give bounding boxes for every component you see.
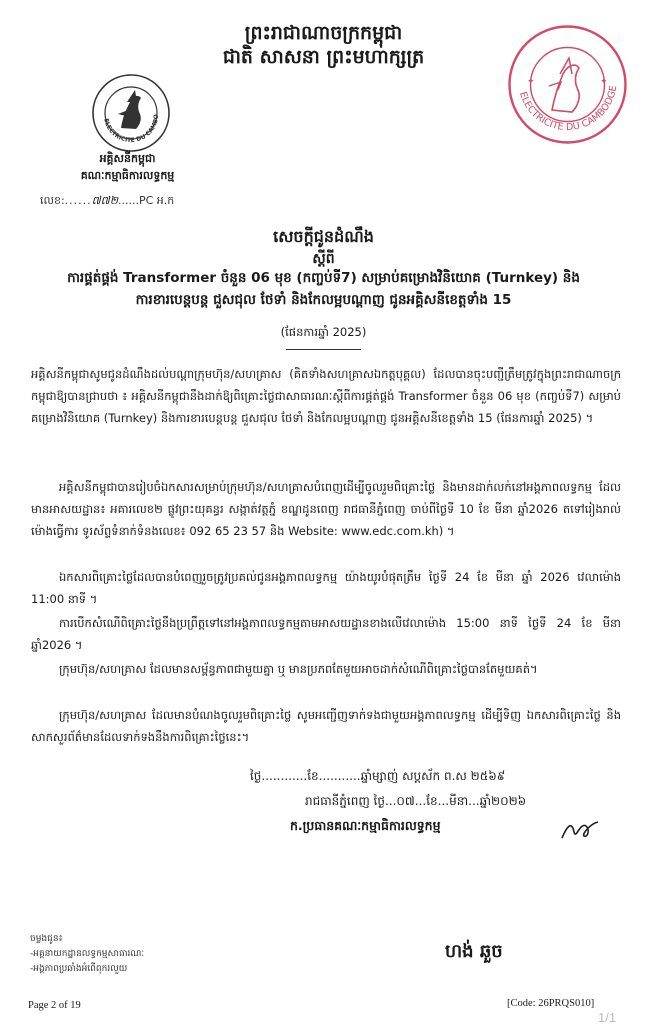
- document-code: [Code: 26PRQS010]: [507, 998, 595, 1009]
- svg-text:ELECTRICITE DU CAMBODGE: [90, 72, 160, 144]
- signer-title: ក.ប្រធានគណៈកម្មាធិការលទ្ធកម្ម: [290, 818, 441, 833]
- logo-text: ELECTRICITE DU CAMBO: [102, 114, 161, 145]
- stamp-text: ELECTRICITE DU CAMBODGE: [517, 84, 620, 134]
- svg-text:✦: ✦: [600, 77, 608, 87]
- kingdom-title: ព្រះរាជាណាចក្រកម្ពុជា: [244, 22, 403, 44]
- copy-item: -អង្គភាពប្រឆាំងអំពើពុករលួយ: [30, 964, 128, 974]
- title-line-1: ការផ្គត់ផ្គង់ Transformer ចំនួន 06 មុខ (កញ្ចប់ទី7) សម្រាប់គម្រោងវិនិយោគ (Turnkey) និង: [67, 270, 580, 286]
- paragraph-6: ក្រុមហ៊ុន/សហគ្រាស ដែលមានបំណងចូលរួមពិគ្រោះថ្លៃ សូមអញ្ជើញទាក់ទងជាមួយអង្គភាពលទ្ធកម្ម ដើម្បីទិញ ឯកសារពិគ្រោះថ្លៃ និងសាកសួរព័ត៌មានដែលទាក់ទងនឹងការពិគ្រោះថ្លៃនេះ។: [31, 708, 621, 744]
- copies-block: [30, 932, 144, 977]
- agency-block: [40, 150, 215, 184]
- paragraph-2: អគ្គិសនីកម្ពុជាបានរៀបចំឯកសារសម្រាប់ក្រុមហ៊ុន/សហគ្រាសបំពេញដើម្បីចូលរួមពិគ្រោះថ្លៃ និងមានដាក់លក់នៅអង្គភាពលទ្ធកម្ម ដែលមានអាសយដ្ឋាន៖ អគារលេខ២ ផ្លូវព្រះយុគន្ធរ សង្កាត់វត្តភ្នំ ខណ្ឌដូនពេញ រាជធានីភ្នំពេញ ចាប់ពីថ្ងៃទី 10 ខែ មីនា ឆ្នាំ2026 តទៅរៀងរាល់ម៉ោងធ្វើការ ទូរស័ព្ទទំនាក់ទំនងលេខ៖ 092 65 23 57 និង Website: www.edc.com.kh) ។: [31, 480, 621, 538]
- page-number: Page 2 of 19: [28, 1000, 81, 1011]
- copies-label: ចម្លងជូន៖: [30, 934, 63, 944]
- edc-logo: [90, 72, 172, 154]
- svg-text:✦: ✦: [527, 77, 535, 87]
- viewer-page-indicator: 1/1: [598, 1010, 617, 1025]
- heading-divider: [286, 349, 361, 350]
- plan-year: (ផែនការឆ្នាំ 2025): [280, 325, 367, 339]
- lunar-date: ថ្ងៃ............ខែ...........ឆ្នាំម្សាញ់ សប្តស័ក ព.ស ២៥៦៩: [250, 769, 506, 783]
- national-motto: ជាតិ សាសនា ព្រះមហាក្សត្រ: [222, 45, 425, 68]
- reference-number: លេខ:......៧៧២......PC អ.ក: [40, 194, 175, 207]
- copy-item: -អគ្គនាយកដ្ឋានលទ្ធកម្មសាធារណៈ: [30, 949, 145, 959]
- handwritten-signature: [560, 818, 600, 848]
- notice-title: [30, 268, 617, 311]
- ref-label: លេខ:: [40, 194, 65, 207]
- notice-about: ស្តីពី: [312, 251, 335, 267]
- agency-name: អគ្គិសនីកម្ពុជា: [99, 152, 156, 165]
- paragraph-1: អគ្គិសនីកម្ពុជាសូមជូនដំណឹងដល់បណ្តាក្រុមហ៊ុន/សហគ្រាស (គិតទាំងសហគ្រាសឯកត្តបុគ្គល) ដែលបានចុះបញ្ជីត្រឹមត្រូវក្នុងព្រះរាជាណាចក្រកម្ពុជាឱ្យបានជ្រាបថា ៖ អគ្គិសនីកម្ពុជានឹងដាក់ឱ្យពិគ្រោះថ្លៃជាសាធារណៈស្តីពីការផ្គត់ផ្គង់ Transformer ចំនួន 06 មុខ (កញ្ចប់ទី7) សម្រាប់គម្រោងវិនិយោគ (Turnkey) និងការខារបេន្តបន្ត ជួសជុល ថែទាំ និងកែលម្អបណ្តាញ ជូនអគ្គិសនីខេត្តទាំង 15 (ផែនការឆ្នាំ 2025) ។: [31, 367, 621, 425]
- paragraph-3: ឯកសារពិគ្រោះថ្លៃដែលបានបំពេញរួចត្រូវប្រគល់ជូនអង្គភាពលទ្ធកម្ម យ៉ាងយូរបំផុតត្រឹម ថ្ងៃទី 24 ខែ មីនា ឆ្នាំ 2026 វេលាម៉ោង 11:00 នាទី ។: [31, 570, 621, 606]
- committee-name: គណៈកម្មាធិការលទ្ធកម្ម: [80, 169, 175, 183]
- title-line-2: ការខារបេន្តបន្ត ជួសជុល ថែទាំ និងកែលម្អបណ្តាញ ជូនអគ្គិសនីខេត្តទាំង 15: [135, 291, 512, 308]
- ref-number-value: ៧៧២: [91, 195, 119, 207]
- document-header: [150, 22, 497, 70]
- paragraph-4: ការបើកសំណើពិគ្រោះថ្លៃនឹងប្រព្រឹត្តទៅនៅអង្គភាពលទ្ធកម្មតាមអាសយដ្ឋានខាងលើវេលាម៉ោង 15:00 នាទី ថ្ងៃទី 24 ខែ មីនា ឆ្នាំ2026 ។: [31, 616, 621, 652]
- paragraph-5: ក្រុមហ៊ុន/សហគ្រាស ដែលមានសម្ព័ន្ធភាពជាមួយគ្នា ឬ មានប្រភពតែមួយអាចដាក់សំណើពិគ្រោះថ្លៃបានតែមួយគត់។: [59, 662, 538, 676]
- solar-date: រាជធានីភ្នំពេញ ថ្ងៃ...០៧...ខែ...មីនា...ឆ្នាំ២០២៦: [305, 794, 527, 808]
- signer-name: ហង់ ឆួច: [445, 941, 503, 962]
- official-stamp: [505, 22, 630, 147]
- notice-heading: សេចក្តីជូនដំណឹង: [273, 227, 374, 246]
- ref-suffix: PC អ.ក: [139, 194, 175, 207]
